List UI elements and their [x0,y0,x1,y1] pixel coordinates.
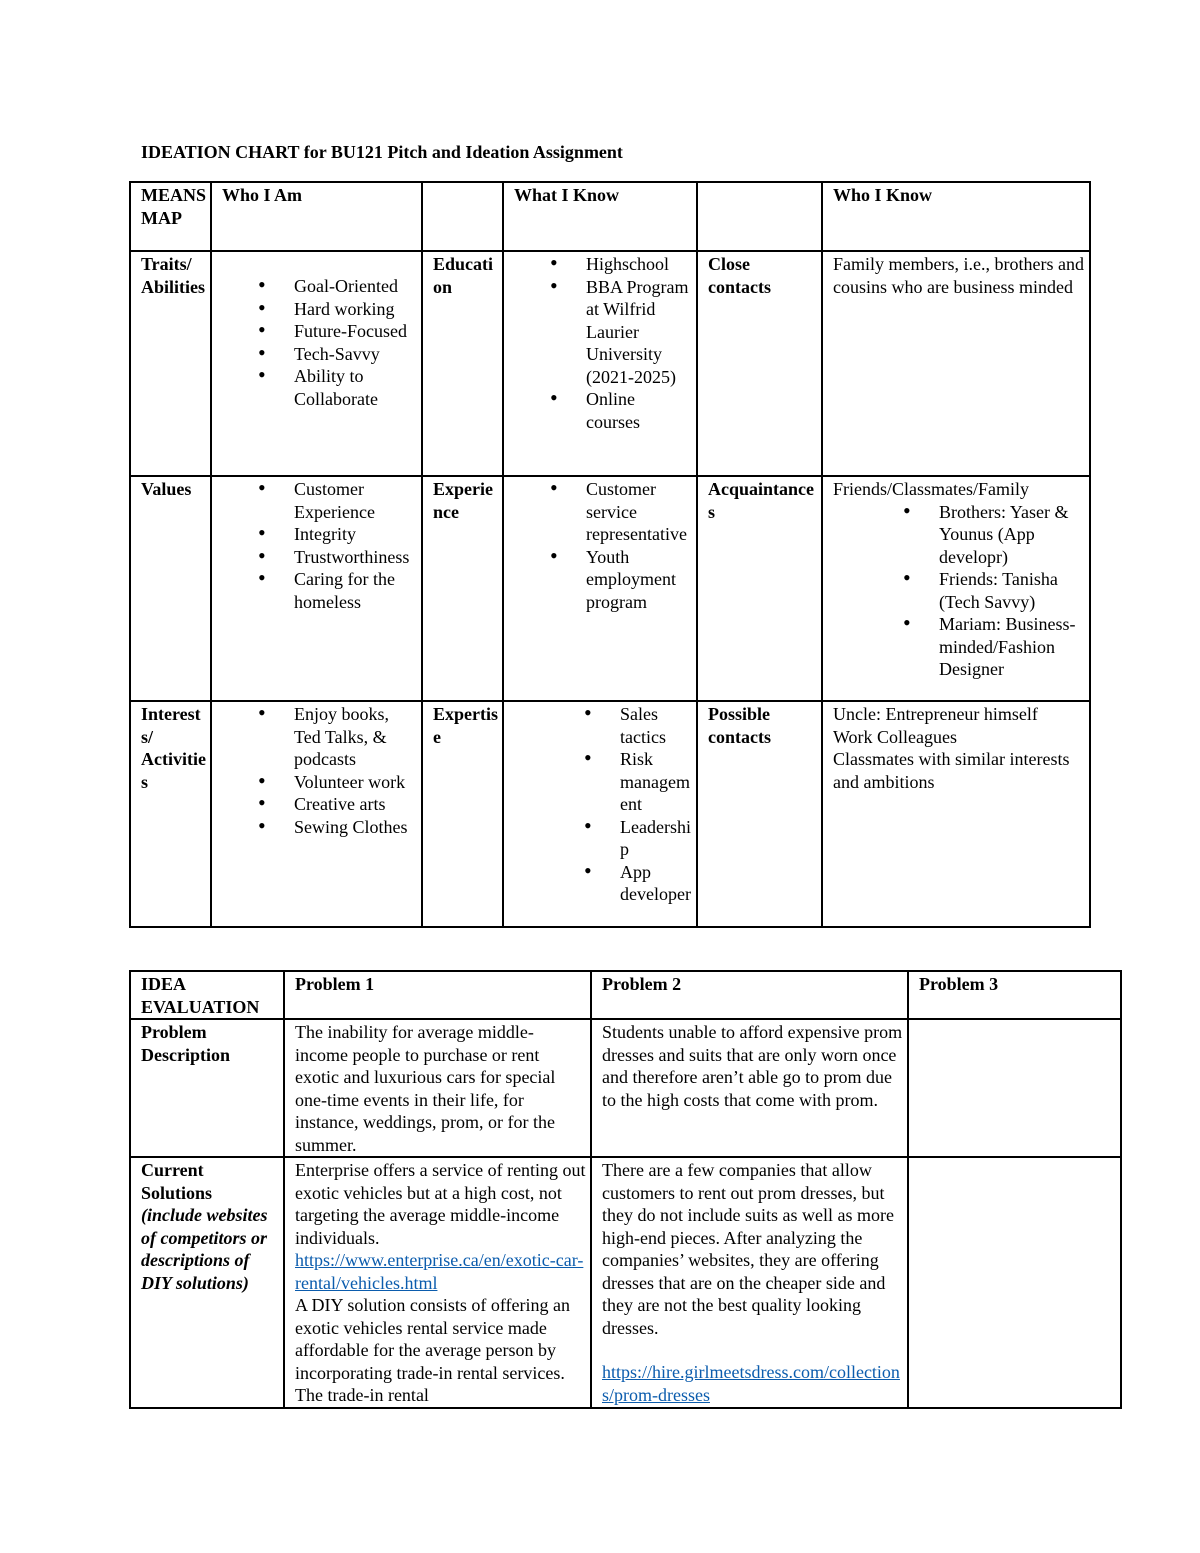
solution-text: There are a few companies that allow customers to rent out prom dresses, but they do not include suits as well as more high-end pieces. After analyzing the companies’ websites, they are offering dresses that are on the cheaper side and they are not the best quality looking dresses. [602,1160,894,1338]
row-label: Values [130,476,211,701]
list-item: • Ability to Collaborate [294,365,417,410]
problem-1-header: Problem 1 [284,971,591,1019]
row-label-note: (include websites of competitors or descriptions of DIY solutions) [141,1205,268,1293]
list-item: • Tech-Savvy [294,343,417,366]
acquaintances-cell [822,476,1090,701]
row-label: Close contacts [697,251,822,476]
row-label: Problem Description [130,1019,284,1157]
row-label: Acquaintances [697,476,822,701]
list-item: • Caring for the homeless [294,568,417,613]
list-item: • Friends: Tanisha (Tech Savvy) [939,568,1085,613]
list-item: • Highschool [586,253,692,276]
values-cell [211,476,422,701]
contact-line: Uncle: Entrepreneur himself [833,704,1038,724]
close-contacts-cell: Family members, i.e., brothers and cousins who are business minded [822,251,1090,476]
problem-description-row [130,1019,1121,1157]
list-item: • Trustworthiness [294,546,417,569]
empty-header-cell [697,182,822,251]
education-cell [503,251,697,476]
interests-cell [211,701,422,927]
experience-cell [503,476,697,701]
list-item: • Leadership [620,816,692,861]
current-solutions-label-cell [130,1157,284,1408]
list-item: • Brothers: Yaser & Younus (App developr) [939,501,1085,569]
row-label: Interests/ Activities [130,701,211,927]
solution-text: Enterprise offers a service of renting out exotic vehicles but at a high cost, not targeting the average middle-income individuals. [295,1160,586,1248]
list-item: • Online courses [586,388,692,433]
row-label: Possible contacts [697,701,822,927]
list-item: • Goal-Oriented [294,275,417,298]
idea-eval-corner: IDEA EVALUATION [130,971,284,1019]
contact-line: Work Colleagues [833,726,958,747]
solution-text: A DIY solution consists of offering an exotic vehicles rental service made affordable for the average person by incorporating trade-in rental services. The trade-in rental [295,1295,570,1405]
idea-eval-header-row [130,971,1121,1019]
problem-3-header: Problem 3 [908,971,1121,1019]
means-map-table [129,181,1091,928]
empty-header-cell [422,182,503,251]
who-i-know-header: Who I Know [822,182,1090,251]
list-item: • Sales tactics [620,703,692,748]
possible-contacts-cell [822,701,1090,927]
problem-2-description: Students unable to afford expensive prom dresses and suits that are only worn once and therefore aren’t able go to prom due to the high costs that come with prom. [591,1019,908,1157]
list-item: • Mariam: Business-minded/Fashion Designer [939,613,1085,681]
interests-row [130,701,1090,927]
idea-evaluation-table [129,970,1122,1409]
list-item: • BBA Program at Wilfrid Laurier University (2021-2025) [586,276,692,389]
problem-2-solutions [591,1157,908,1408]
list-item: • Risk management [620,748,692,816]
list-item: • Customer service representative [586,478,692,546]
row-label: Current Solutions [141,1160,213,1203]
who-i-am-header: Who I Am [211,182,422,251]
row-label: Expertise [422,701,503,927]
acquaintances-text: Friends/Classmates/Family [833,479,1029,499]
expertise-cell [503,701,697,927]
list-item: • Youth employment program [586,546,692,614]
list-item: • Creative arts [294,793,417,816]
list-item: • Integrity [294,523,417,546]
means-map-corner: MEANS MAP [130,182,211,251]
problem-2-header: Problem 2 [591,971,908,1019]
row-label: Education [422,251,503,476]
page-title: IDEATION CHART for BU121 Pitch and Ideation Assignment [141,142,623,162]
list-item: • Enjoy books, Ted Talks, & podcasts [294,703,417,771]
list-item: • Volunteer work [294,771,417,794]
current-solutions-row [130,1157,1121,1408]
problem-1-solutions [284,1157,591,1408]
traits-cell [211,251,422,476]
problem-1-description: The inability for average middle-income people to purchase or rent exotic and luxurious cars for special one-time events in their life, for instance, weddings, prom, or for the summer. [284,1019,591,1157]
contact-line: Classmates with similar interests and ambitions [833,749,1070,792]
what-i-know-header: What I Know [503,182,697,251]
row-label: Experience [422,476,503,701]
traits-row [130,251,1090,476]
problem-3-description [908,1019,1121,1157]
means-map-header-row [130,182,1090,251]
row-label: Traits/ Abilities [130,251,211,476]
list-item: • Hard working [294,298,417,321]
list-item: • Sewing Clothes [294,816,417,839]
list-item: • Future-Focused [294,320,417,343]
problem-3-solutions [908,1157,1121,1408]
values-row [130,476,1090,701]
list-item: • Customer Experience [294,478,417,523]
list-item: • App developer [620,861,692,906]
girlmeetsdress-link[interactable]: https://hire.girlmeetsdress.com/collections/prom-dresses [602,1362,900,1405]
enterprise-link[interactable]: https://www.enterprise.ca/en/exotic-car-rental/vehicles.html [295,1250,584,1293]
